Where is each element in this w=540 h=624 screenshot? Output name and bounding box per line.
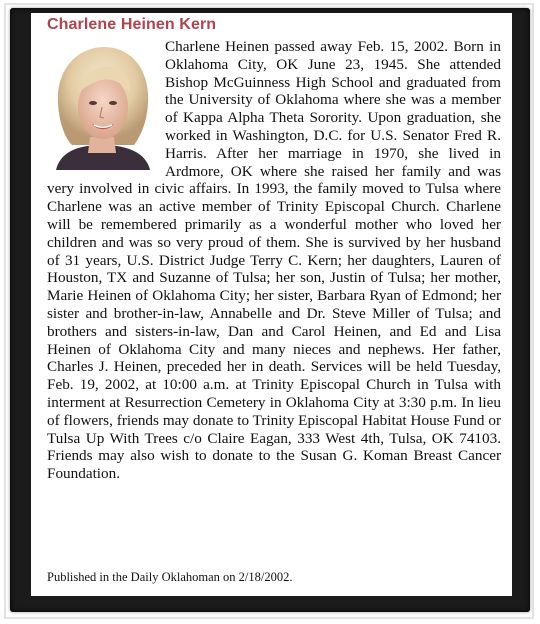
obituary-body — [47, 38, 501, 483]
obituary-headline: Charlene Heinen Kern — [47, 16, 217, 33]
obituary-body-text: Charlene Heinen passed away Feb. 15, 2002. Born in Oklahoma City, OK June 23, 1945. She attended Bishop McGuinness High School and graduated from the University of Oklahoma where she was a member of Kappa Alpha Theta Sorority. Upon graduation, she worked in Washington, D.C. for U.S. Senator Fred R. Harris. After her marriage in 1970, she lived in Ardmore, OK where she raised her family and was very involved in civic affairs. In 1993, the family moved to Tulsa where Charlene was an active member of Trinity Episcopal Church. Charlene will be remembered primarily as a wonderful mother who loved her children and was so very proud of them. She is survived by her husband of 31 years, U.S. District Judge Terry C. Kern; her daughters, Lauren of Houston, TX and Suzanne of Tulsa; her son, Justin of Tulsa; her mother, Marie Heinen of Oklahoma City; her sister, Barbara Ryan of Edmond; her sister and brother-in-law, Annabelle and Dr. Steve Miller of Tulsa; and brothers and sisters-in-law, Dan and Carol Heinen, and Ed and Lisa Heinen of Oklahoma City and many nieces and nephews. Her father, Charles J. Heinen, preceded her in death. Services will be held Tuesday, Feb. 19, 2002, at 10:00 a.m. at Trinity Episcopal Church in Tulsa with interment at Resurrection Cemetery in Oklahoma City at 3:30 p.m. In lieu of flowers, friends may donate to Trinity Episcopal Habitat House Fund or Tulsa Up With Trees c/o Claire Eagan, 333 West 4th, Tulsa, OK 74103. Friends may also wish to donate to the Susan G. Koman Breast Cancer Foundation. — [47, 38, 501, 483]
publication-source-line: Published in the Daily Oklahoman on 2/18/2002. — [47, 570, 293, 584]
photo-spacer — [47, 38, 165, 180]
